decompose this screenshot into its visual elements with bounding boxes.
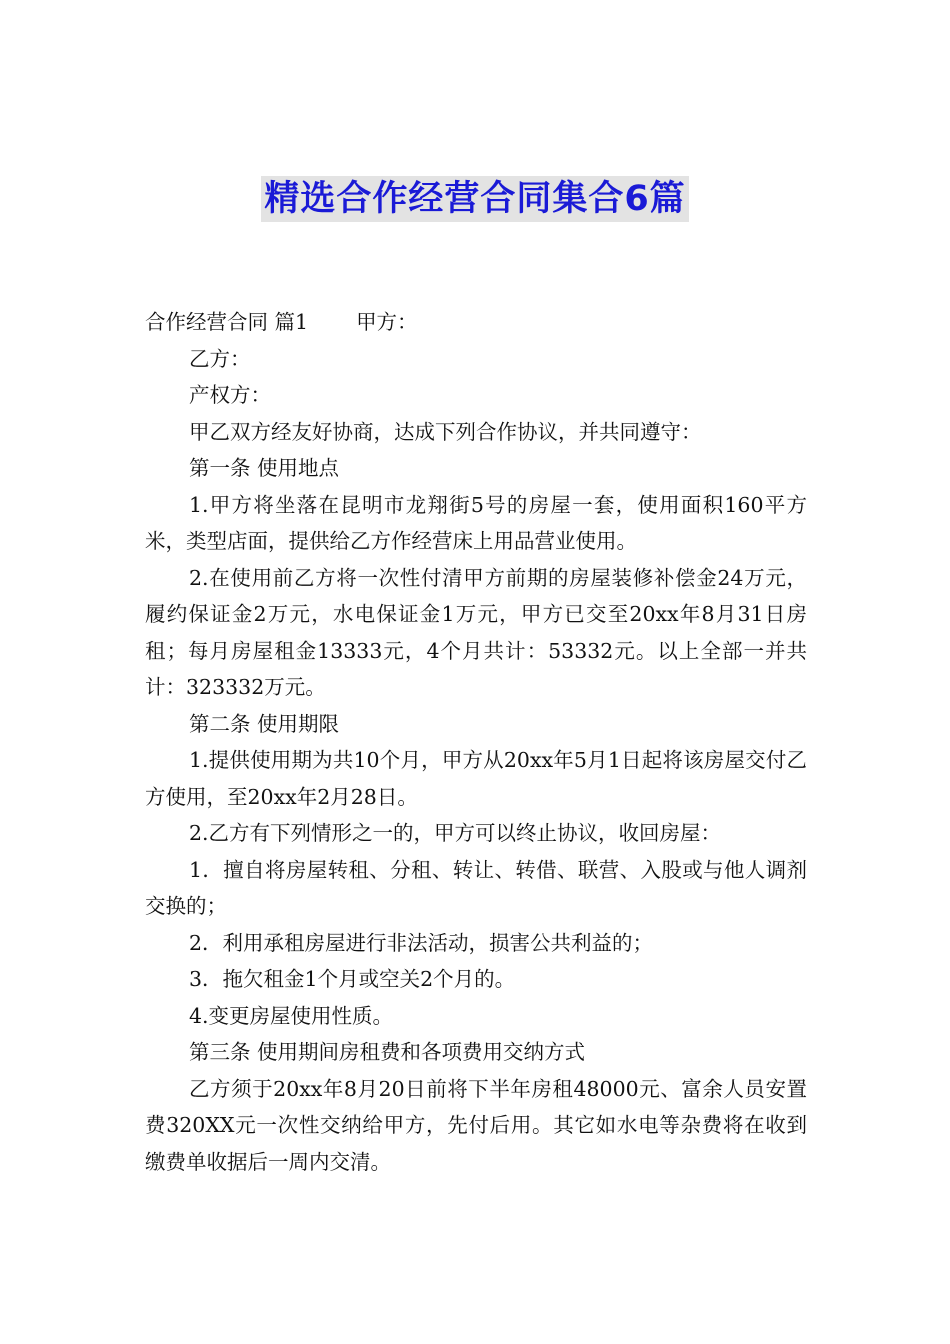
article-heading: 第一条 使用地点 [189, 456, 340, 480]
paragraph: 2.在使用前乙方将一次性付清甲方前期的房屋装修补偿金24万元，履约保证金2万元，水电保证金1万元，甲方已交至20xx年8月31日房租；每月房屋租金13333元，4个月共计：53332元。以上全部一并共计：323332万元。 [145, 565, 807, 699]
section-heading: 合作经营合同 篇1 [145, 310, 309, 334]
paragraph: 产权方： [189, 383, 271, 407]
list-item: 4.变更房屋使用性质。 [189, 1003, 394, 1028]
list-item: 2．利用承租房屋进行非法活动，损害公共利益的； [189, 930, 654, 955]
paragraph: 2.乙方有下列情形之一的，甲方可以终止协议，收回房屋： [189, 821, 722, 845]
document-body [145, 304, 807, 1180]
heading-line [145, 304, 807, 341]
article-heading: 第二条 使用期限 [189, 711, 340, 736]
article-heading: 第三条 使用期间房租费和各项费用交纳方式 [189, 1040, 586, 1064]
paragraph: 甲乙双方经友好协商，达成下列合作协议，并共同遵守： [189, 419, 702, 444]
party-a-label: 甲方： [356, 310, 418, 334]
list-item: 3．拖欠租金1个月或空关2个月的。 [189, 967, 516, 991]
list-item: 1．擅自将房屋转租、分租、转让、转借、联营、入股或与他人调剂交换的； [145, 857, 807, 918]
paragraph: 乙方： [189, 346, 251, 371]
document-title: 精选合作经营合同集合6篇 [261, 176, 688, 222]
paragraph: 乙方须于20xx年8月20日前将下半年房租48000元、富余人员安置费320XX元一次性交纳给甲方，先付后用。其它如水电等杂费将在收到缴费单收据后一周内交清。 [145, 1076, 807, 1174]
paragraph: 1.甲方将坐落在昆明市龙翔街5号的房屋一套，使用面积160平方米，类型店面，提供给乙方作经营床上用品营业使用。 [145, 492, 807, 553]
title-container [0, 176, 950, 222]
paragraph: 1.提供使用期为共10个月，甲方从20xx年5月1日起将该房屋交付乙方使用，至20xx年2月28日。 [145, 748, 807, 809]
